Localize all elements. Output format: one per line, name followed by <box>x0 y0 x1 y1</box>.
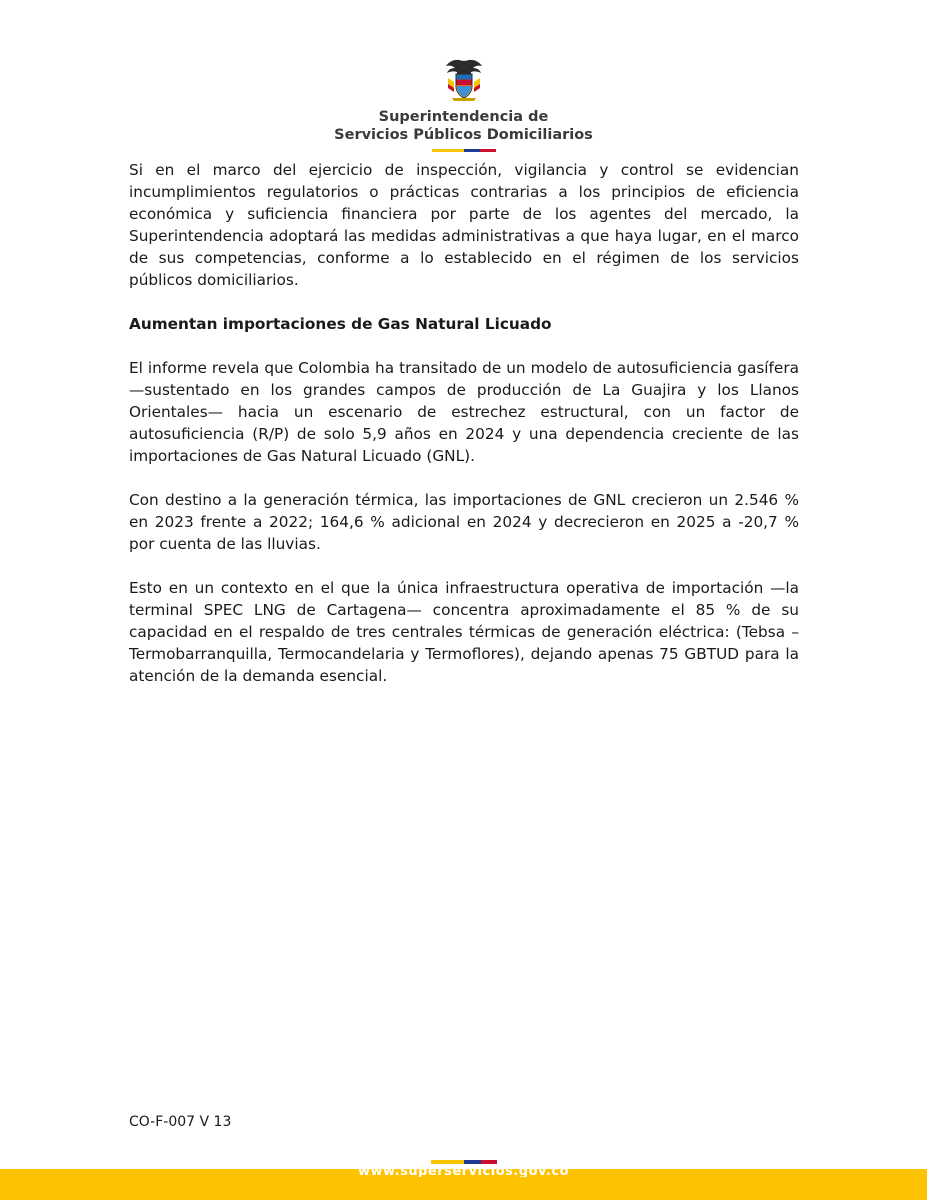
colombia-coat-of-arms-icon <box>444 56 484 102</box>
section-heading: Aumentan importaciones de Gas Natural Licuado <box>129 315 552 333</box>
flag-red-stripe <box>480 149 496 152</box>
paragraph-spec-terminal: Esto en un contexto en el que la única infraestructura operativa de importación —la terminal SPEC LNG de Cartagena— concentra aproximadamente el 85 % de su capacidad en el respaldo de tres centrales térmicas de generación eléctrica: (Tebsa – Termobarranquilla, Termocandelaria y Termoflores), dejando apenas 75 GBTUD para la atención de la demanda esencial. <box>129 579 799 685</box>
footer-flag-tricolor <box>431 1160 497 1164</box>
paragraph-self-sufficiency: El informe revela que Colombia ha transitado de un modelo de autosuficiencia gasífera —sustentado en los grandes campos de producción de La Guajira y los Llanos Orientales— hacia un escenario de estrechez estructural, con un factor de autosuficiencia (R/P) de solo 5,9 años en 2024 y una dependencia creciente de las importaciones de Gas Natural Licuado (GNL). <box>129 359 799 465</box>
org-name-line2: Servicios Públicos Domiciliarios <box>334 127 593 143</box>
paragraph-gnl-imports: Con destino a la generación térmica, las importaciones de GNL crecieron un 2.546 % en 2023 frente a 2022; 164,6 % adicional en 2024 y decrecieron en 2025 a -20,7 % por cuenta de las lluvias. <box>129 491 799 553</box>
flag-blue-stripe <box>464 149 480 152</box>
page-header <box>0 56 927 152</box>
form-code: CO-F-007 V 13 <box>129 1114 232 1130</box>
flag-tricolor-divider <box>432 149 496 152</box>
document-body <box>129 159 799 709</box>
footer-flag-red-stripe <box>481 1160 497 1164</box>
footer-flag-blue-stripe <box>464 1160 481 1164</box>
footer-website-link[interactable]: www.superservicios.gov.co <box>357 1166 570 1177</box>
flag-yellow-stripe <box>432 149 464 152</box>
footer-flag-yellow-stripe <box>431 1160 464 1164</box>
org-name-line1: Superintendencia de <box>378 109 549 125</box>
organization-name <box>0 108 927 144</box>
paragraph-enforcement: Si en el marco del ejercicio de inspección, vigilancia y control se evidencian incumplimientos regulatorios o prácticas contrarias a los principios de eficiencia económica y suficiencia financiera por parte de los agentes del mercado, la Superintendencia adoptará las medidas administrativas a que haya lugar, en el marco de sus competencias, conforme a lo establecido en el régimen de los servicios públicos domiciliarios. <box>129 161 799 289</box>
